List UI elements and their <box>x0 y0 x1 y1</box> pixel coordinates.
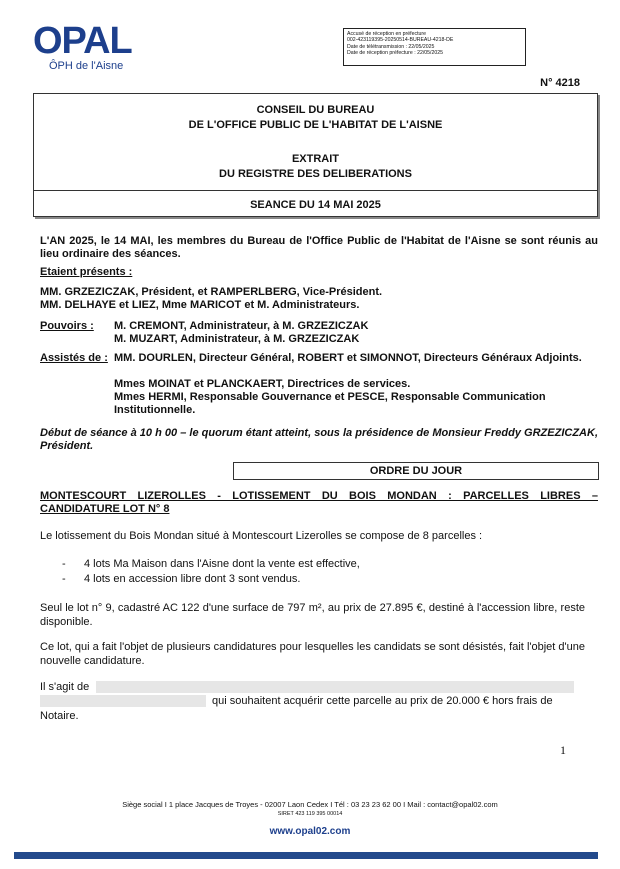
intro-paragraph: L'AN 2025, le 14 MAI, les membres du Bureau de l'Office Public de l'Habitat de l'Aisne se sont réunis au lieu ordinaire des séances. <box>40 235 598 260</box>
pouvoirs-line2: M. MUZART, Administrateur, à M. GRZEZICZAK <box>114 333 360 345</box>
body-paragraph-4-end: qui souhaitent acquérir cette parcelle au prix de 20.000 € hors frais de <box>212 695 553 707</box>
body-paragraph-4-start: Il s'agit de <box>40 681 90 693</box>
body-paragraph-1: Le lotissement du Bois Mondan situé à Montescourt Lizerolles se compose de 8 parcelles : <box>40 530 483 542</box>
stamp-line: Date de réception préfecture : 22/05/2025 <box>347 49 444 56</box>
assistes-line2: Mmes MOINAT et PLANCKAERT, Directrices de services. <box>114 378 411 390</box>
bullet-item-2: 4 lots en accession libre dont 3 sont vendus. <box>84 573 301 585</box>
opal-logo <box>33 22 143 82</box>
footer-bar <box>14 852 598 859</box>
logo-subtitle: ÔPH de l'Aisne <box>49 60 124 72</box>
bullet-dash: - <box>62 558 66 570</box>
bullet-item-1: 4 lots Ma Maison dans l'Aisne dont la vente est effective, <box>84 558 360 570</box>
stamp-line: Date de télétransmission : 22/05/2025 <box>347 43 435 50</box>
bullet-dash: - <box>62 573 66 585</box>
stamp-line: Accusé de réception en préfecture <box>347 31 427 37</box>
registre-label: DU REGISTRE DES DELIBERATIONS <box>219 168 412 180</box>
body-paragraph-4-last: Notaire. <box>40 710 79 722</box>
subject-heading: MONTESCOURT LIZEROLLES - LOTISSEMENT DU BOIS MONDAN : PARCELLES LIBRES – CANDIDATURE LOT N° 8 <box>40 490 598 515</box>
presents-label: Etaient présents : <box>40 266 133 278</box>
seance-date: SEANCE DU 14 MAI 2025 <box>250 199 381 211</box>
redacted-block <box>96 681 574 693</box>
ordre-du-jour: ORDRE DU JOUR <box>233 462 599 480</box>
prefecture-stamp <box>343 28 526 66</box>
deliberation-number: N° 4218 <box>540 77 580 89</box>
assistes-line3: Mmes HERMI, Responsable Gouvernance et PESCE, Responsable Communication Institutionnelle. <box>114 391 546 416</box>
footer-website-link[interactable]: www.opal02.com <box>269 826 351 837</box>
pouvoirs-label: Pouvoirs : <box>40 320 94 332</box>
title-divider <box>33 190 598 191</box>
footer-siret: SIRET 423 119 395 00014 <box>277 811 343 817</box>
logo-text: OPAL <box>33 20 132 62</box>
title-line1: CONSEIL DU BUREAU <box>256 104 375 116</box>
presents-line2: MM. DELHAYE et LIEZ, Mme MARICOT et M. Administrateurs. <box>40 299 360 311</box>
pouvoirs-line1: M. CREMONT, Administrateur, à M. GRZEZICZAK <box>114 320 369 332</box>
extrait-label: EXTRAIT <box>291 153 340 165</box>
footer-address: Siège social I 1 place Jacques de Troyes - 02007 Laon Cedex I Tél : 03 23 23 62 00 I Mail : contact@opal02.com <box>122 800 498 809</box>
assistes-line1: MM. DOURLEN, Directeur Général, ROBERT et SIMONNOT, Directeurs Généraux Adjoints. <box>114 352 582 364</box>
body-paragraph-2: Seul le lot n° 9, cadastré AC 122 d'une surface de 797 m², au prix de 27.895 €, destiné à l'accession libre, reste disponible. <box>40 602 585 628</box>
page-number: 1 <box>560 743 566 757</box>
assistes-label: Assistés de : <box>40 352 108 364</box>
debut-seance: Début de séance à 10 h 00 – le quorum étant atteint, sous la présidence de Monsieur Freddy GRZEZICZAK, Président. <box>40 427 598 452</box>
redacted-block <box>40 695 206 707</box>
body-paragraph-3: Ce lot, qui a fait l'objet de plusieurs candidatures pour lesquelles les candidats se sont désistés, fait l'objet d'une nouvelle candidature. <box>40 641 585 667</box>
presents-line1: MM. GRZEZICZAK, Président, et RAMPERLBERG, Vice-Président. <box>40 286 383 298</box>
stamp-line: 002-423119395-20250514-BUREAU-4218-DE <box>347 37 454 44</box>
title-line2: DE L'OFFICE PUBLIC DE L'HABITAT DE L'AISNE <box>188 119 443 131</box>
